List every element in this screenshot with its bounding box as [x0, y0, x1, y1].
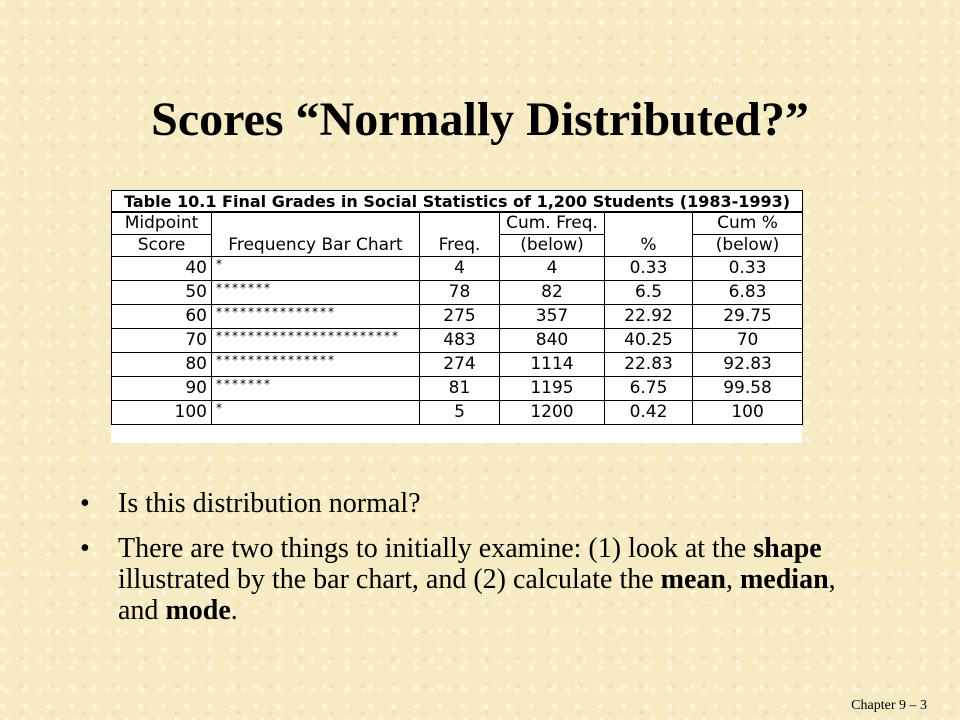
cell-bars: *	[212, 257, 420, 281]
table-row	[112, 257, 803, 281]
bullet-item-1	[80, 488, 870, 519]
cell-pct: 6.75	[605, 377, 693, 401]
header-cumpct: Cum %	[693, 212, 803, 235]
cell-freq: 275	[420, 305, 500, 329]
header-midpoint: Midpoint	[112, 212, 212, 235]
cell-freq: 274	[420, 353, 500, 377]
cell-bars: *******	[212, 377, 420, 401]
cell-freq: 78	[420, 281, 500, 305]
table-caption: Table 10.1 Final Grades in Social Statistics of 1,200 Students (1983-1993)	[112, 191, 803, 213]
bullet-dot: •	[80, 488, 90, 519]
cell-score: 40	[112, 257, 212, 281]
cell-score: 90	[112, 377, 212, 401]
slide-footer: Chapter 9 – 3	[851, 698, 927, 713]
header-cumpct-below: (below)	[693, 235, 803, 257]
cell-bars: ***************	[212, 305, 420, 329]
cell-freq: 81	[420, 377, 500, 401]
cell-score: 100	[112, 401, 212, 425]
cell-freq: 4	[420, 257, 500, 281]
table-row	[112, 353, 803, 377]
cell-bars: *	[212, 401, 420, 425]
bullet-text: Is this distribution normal?	[118, 488, 421, 519]
cell-cumfreq: 1114	[500, 353, 605, 377]
bullet-bold-mean: mean	[660, 564, 726, 595]
table-header-row-2	[112, 235, 803, 257]
cell-bars: ***************	[212, 353, 420, 377]
header-pct: %	[605, 235, 693, 257]
cell-pct: 22.92	[605, 305, 693, 329]
cell-pct: 22.83	[605, 353, 693, 377]
cell-cumpct: 100	[693, 401, 803, 425]
cell-cumpct: 99.58	[693, 377, 803, 401]
table-header-row	[112, 212, 803, 235]
cell-freq: 483	[420, 329, 500, 353]
table-row	[112, 281, 803, 305]
cell-pct: 0.33	[605, 257, 693, 281]
header-freq: Freq.	[420, 235, 500, 257]
bullet-list	[80, 488, 870, 640]
cell-pct: 0.42	[605, 401, 693, 425]
cell-cumpct: 6.83	[693, 281, 803, 305]
cell-cumfreq: 840	[500, 329, 605, 353]
slide-title: Scores “Normally Distributed?”	[151, 93, 809, 146]
cell-score: 60	[112, 305, 212, 329]
cell-cumfreq: 1195	[500, 377, 605, 401]
header-cumfreq-below: (below)	[500, 235, 605, 257]
table-row	[112, 305, 803, 329]
bullet-bold-median: median	[739, 564, 829, 595]
bullet-item-2	[80, 533, 870, 626]
cell-pct: 40.25	[605, 329, 693, 353]
cell-freq: 5	[420, 401, 500, 425]
header-cumfreq: Cum. Freq.	[500, 212, 605, 235]
cell-cumfreq: 1200	[500, 401, 605, 425]
bullet-text: ,	[725, 564, 740, 595]
cell-pct: 6.5	[605, 281, 693, 305]
bullet-bold-mode: mode	[165, 595, 231, 626]
table-row	[112, 401, 803, 425]
bullet-bold-shape: shape	[753, 533, 822, 564]
table-row	[112, 377, 803, 401]
cell-score: 50	[112, 281, 212, 305]
cell-bars: *******	[212, 281, 420, 305]
cell-score: 80	[112, 353, 212, 377]
cell-cumpct: 92.83	[693, 353, 803, 377]
table-row	[112, 329, 803, 353]
cell-cumpct: 0.33	[693, 257, 803, 281]
cell-cumpct: 29.75	[693, 305, 803, 329]
cell-cumfreq: 82	[500, 281, 605, 305]
bullet-text: illustrated by the bar chart, and (2) calculate the	[118, 564, 661, 595]
bullet-text: There are two things to initially examine: (1) look at the	[118, 533, 754, 564]
cell-cumfreq: 4	[500, 257, 605, 281]
frequency-table	[111, 190, 802, 443]
table-caption-row	[112, 191, 803, 213]
cell-bars: ***********************	[212, 329, 420, 353]
cell-score: 70	[112, 329, 212, 353]
header-score: Score	[112, 235, 212, 257]
cell-cumpct: 70	[693, 329, 803, 353]
bullet-text: .	[230, 595, 238, 626]
bullet-dot: •	[80, 533, 90, 564]
header-bar-chart: Frequency Bar Chart	[212, 235, 420, 257]
cell-cumfreq: 357	[500, 305, 605, 329]
bullet-text: , and	[118, 564, 836, 626]
